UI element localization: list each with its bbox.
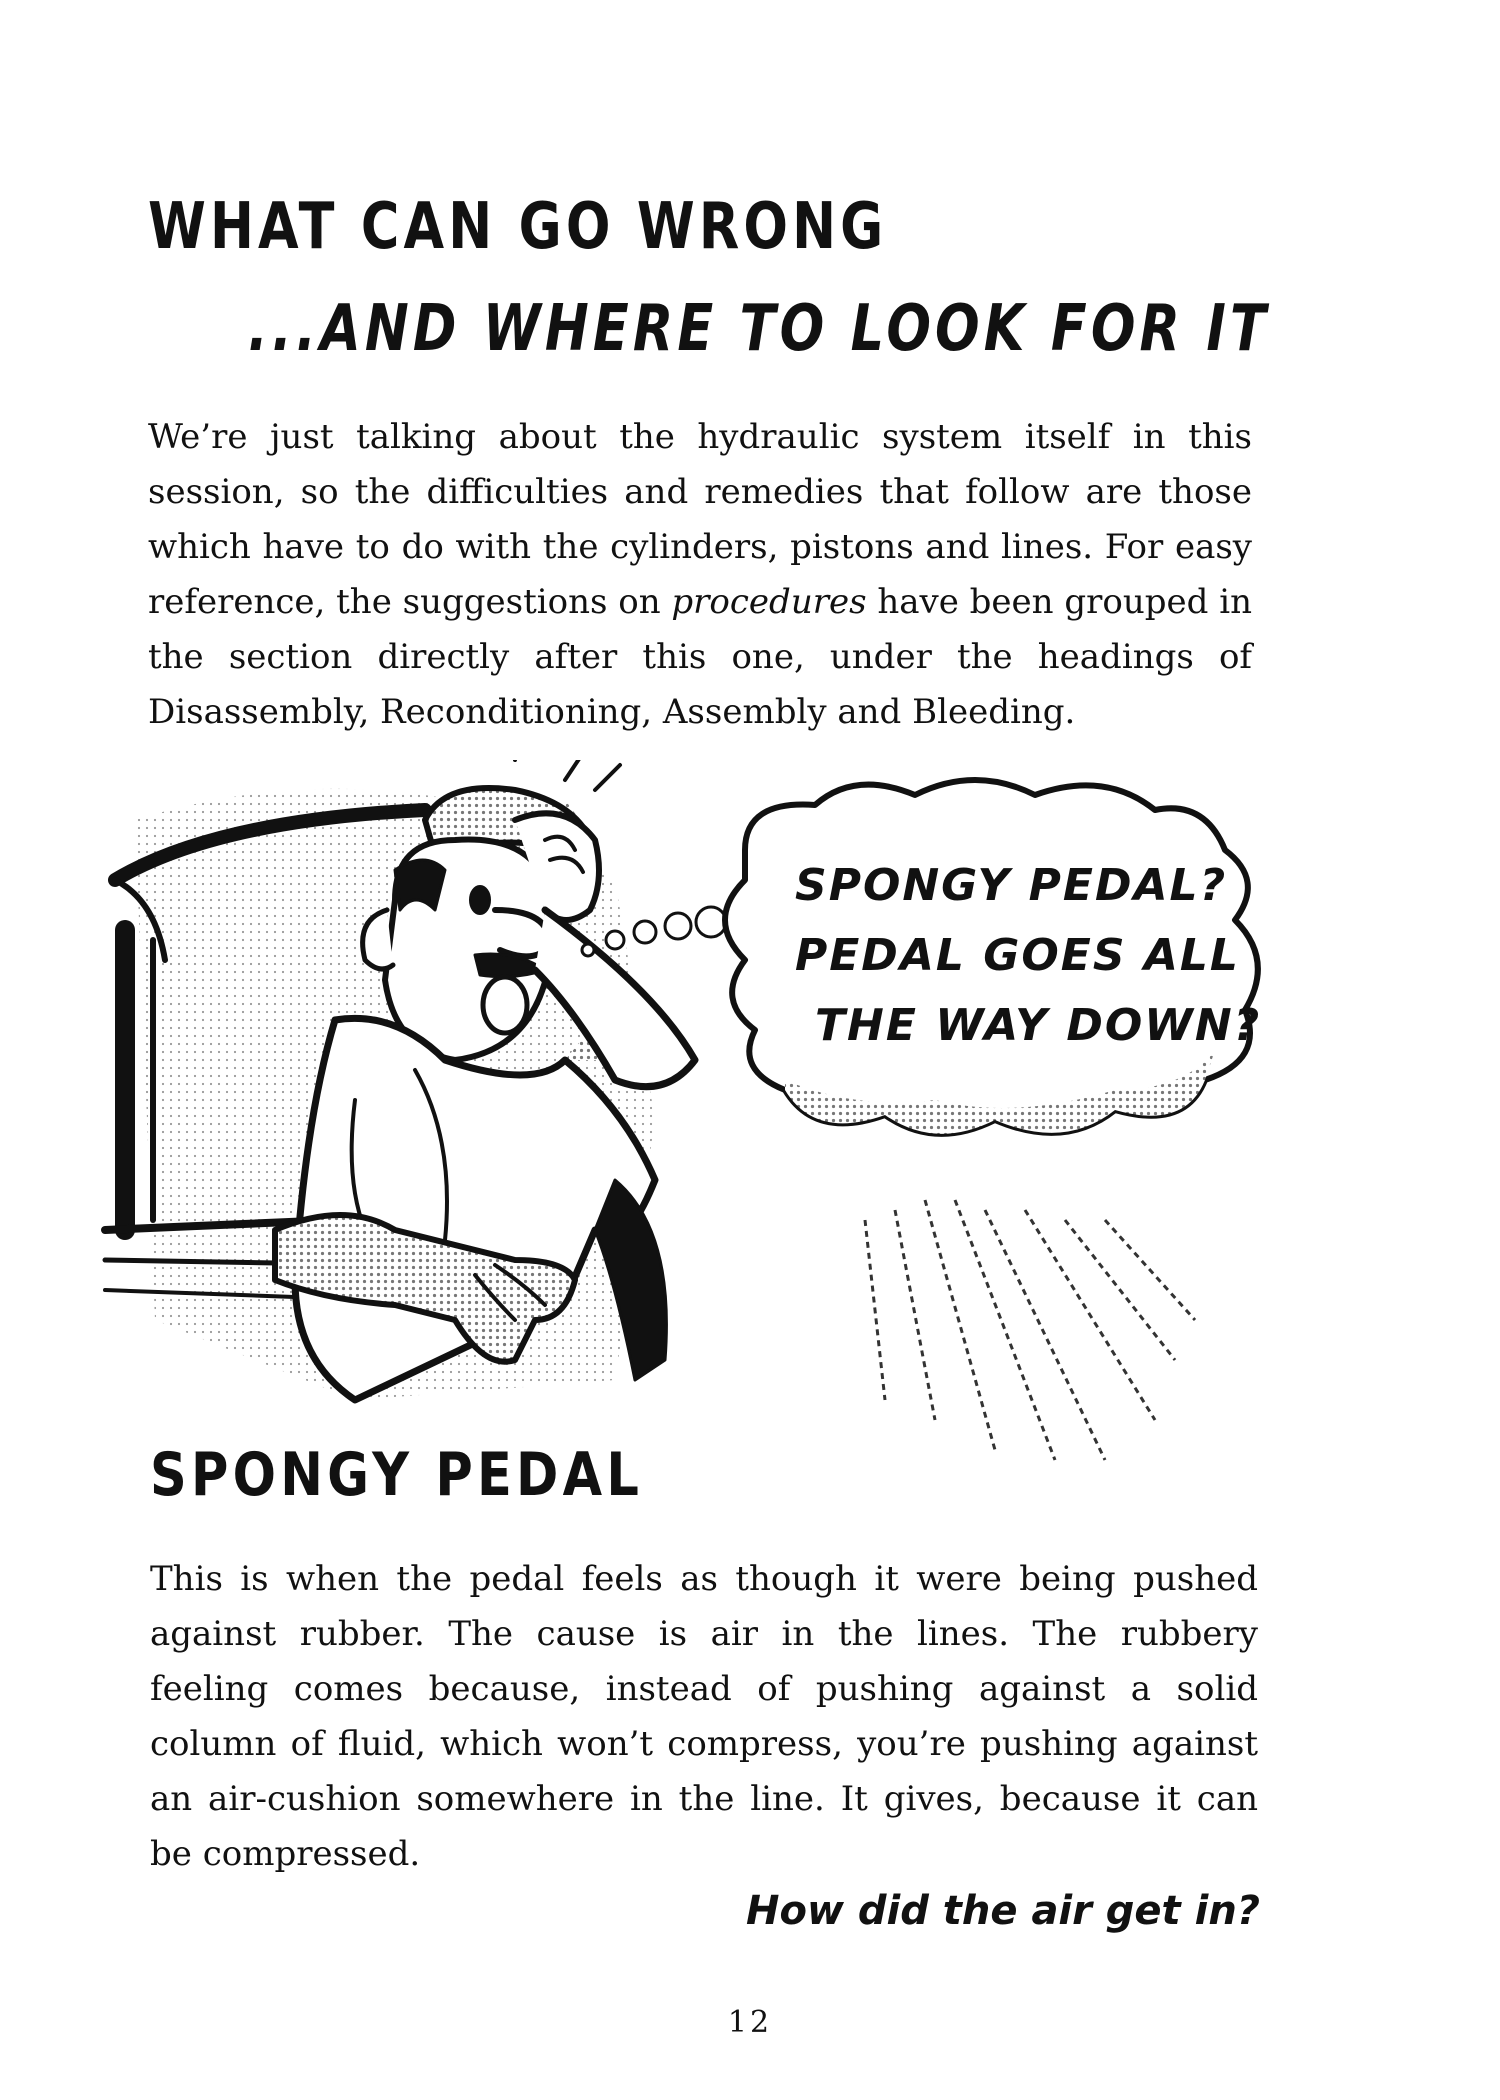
intro-text-start: We’re just talking about the hydraulic system itself in this session, so the difficulties and remedies that follow are those which have to do with the cylinders, pistons and lines. For easy reference, the suggestions on xyxy=(148,417,1252,622)
intro-paragraph xyxy=(148,410,1252,740)
thought-line-2: PEDAL GOES ALL xyxy=(795,930,1240,981)
page-number: 12 xyxy=(727,2005,773,2040)
intro-text-end: have been grouped in the section directly after this one, under the headings of Disassembly, Reconditioning, Assembly and Bleeding. xyxy=(148,582,1252,732)
thought-bubble xyxy=(725,780,1261,1134)
page-title: WHAT CAN GO WRONG xyxy=(148,190,888,264)
light-rays xyxy=(865,1200,1195,1460)
thought-line-3: THE WAY DOWN? xyxy=(815,1000,1262,1051)
section-subheading: How did the air get in? xyxy=(746,1888,1260,1934)
page-subtitle: ...AND WHERE TO LOOK FOR IT xyxy=(248,292,1270,366)
cartoon-illustration xyxy=(95,760,1345,1520)
section-heading: SPONGY PEDAL xyxy=(150,1440,644,1510)
thought-line-1: SPONGY PEDAL? xyxy=(795,860,1228,911)
section-paragraph: This is when the pedal feels as though it were being pushed against rubber. The cause is air in the lines. The rubbery feeling comes because, instead of pushing against a solid column of fluid, which won’t compress, you’re pushing against an air-cushion somewhere in the line. It gives, because it can be compressed. xyxy=(150,1559,1258,1874)
intro-emphasis: procedures xyxy=(671,582,867,622)
